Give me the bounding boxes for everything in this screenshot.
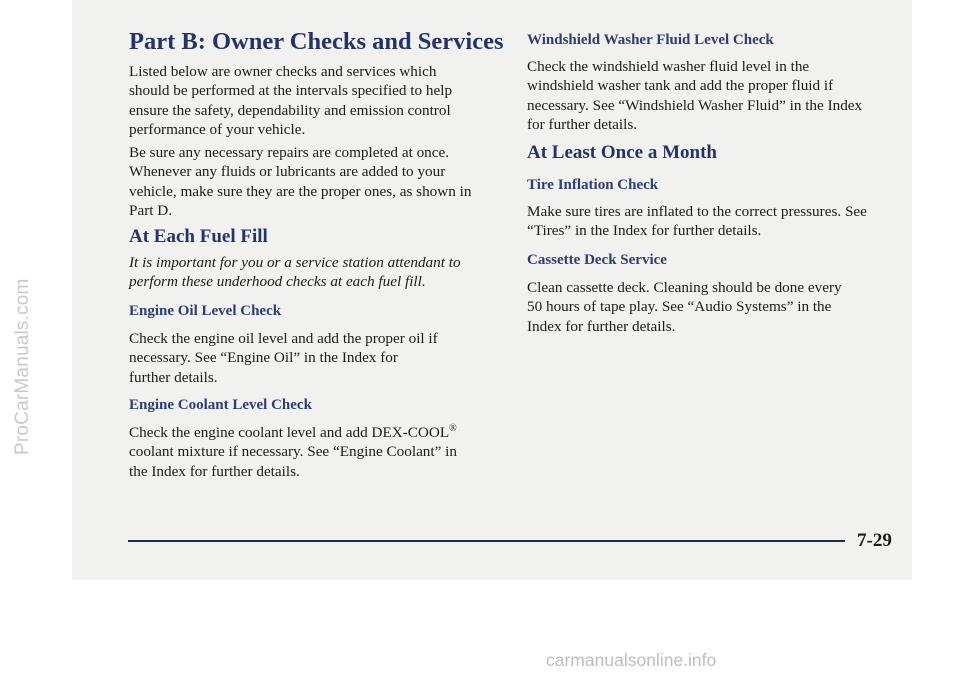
text-line: Listed below are owner checks and services which: [129, 63, 437, 80]
repairs-paragraph: [129, 143, 471, 220]
washer-fluid-paragraph: [527, 57, 862, 134]
cassette-deck-paragraph: [527, 278, 842, 336]
cassette-deck-heading: Cassette Deck Service: [527, 252, 667, 268]
page-number: 7-29: [857, 530, 892, 551]
text-line: Check the engine oil level and add the proper oil if: [129, 330, 438, 347]
tire-inflation-paragraph: [527, 202, 867, 241]
text-line: 50 hours of tape play. See “Audio Systems” in the: [527, 298, 832, 316]
engine-oil-heading: Engine Oil Level Check: [129, 303, 282, 319]
text-line: coolant mixture if necessary. See “Engine Coolant” in: [129, 443, 457, 461]
text-line: “Tires” in the Index for further details.: [527, 222, 762, 240]
text-line: [129, 423, 457, 442]
text-line: Clean cassette deck. Cleaning should be done every: [527, 279, 842, 296]
bottom-watermark: carmanualsonline.info: [546, 650, 717, 670]
registered-mark: ®: [449, 422, 457, 434]
engine-oil-paragraph: [129, 329, 438, 387]
page-title: Part B: Owner Checks and Services: [129, 28, 504, 55]
fuel-fill-paragraph: [129, 253, 461, 292]
text-line: necessary. See “Windshield Washer Fluid” in the Index: [527, 96, 863, 114]
text-line: for further details.: [527, 115, 638, 133]
text-line: Make sure tires are inflated to the correct pressures. See: [527, 203, 867, 220]
intro-paragraph: [129, 62, 452, 139]
text-line: Be sure any necessary repairs are completed at once.: [129, 144, 450, 161]
text-line: performance of your vehicle.: [129, 120, 306, 138]
text-line: necessary. See “Engine Oil” in the Index for: [129, 349, 398, 367]
engine-coolant-heading: Engine Coolant Level Check: [129, 397, 312, 413]
text-line: should be performed at the intervals specified to help: [129, 82, 453, 100]
fuel-fill-heading: At Each Fuel Fill: [129, 226, 268, 247]
text-line: perform these underhood checks at each fuel fill.: [129, 273, 426, 291]
text-line: the Index for further details.: [129, 462, 300, 480]
text-line: Whenever any fluids or lubricants are added to your: [129, 163, 446, 181]
text-line: It is important for you or a service station attendant to: [129, 254, 461, 271]
text-run: Check the engine coolant level and add DEX-COOL: [129, 424, 450, 441]
text-line: windshield washer tank and add the proper fluid if: [527, 77, 834, 95]
text-line: further details.: [129, 368, 218, 386]
monthly-heading: At Least Once a Month: [527, 142, 717, 163]
engine-coolant-paragraph: [129, 423, 457, 481]
text-line: Index for further details.: [527, 317, 676, 335]
footer-rule: [128, 540, 845, 542]
washer-fluid-heading: Windshield Washer Fluid Level Check: [527, 32, 774, 48]
text-line: Check the windshield washer fluid level in the: [527, 58, 810, 75]
text-line: vehicle, make sure they are the proper ones, as shown in: [129, 182, 472, 200]
text-line: Part D.: [129, 201, 173, 219]
text-line: ensure the safety, dependability and emission control: [129, 101, 451, 119]
tire-inflation-heading: Tire Inflation Check: [527, 177, 659, 193]
side-watermark: ProCarManuals.com: [12, 278, 33, 455]
